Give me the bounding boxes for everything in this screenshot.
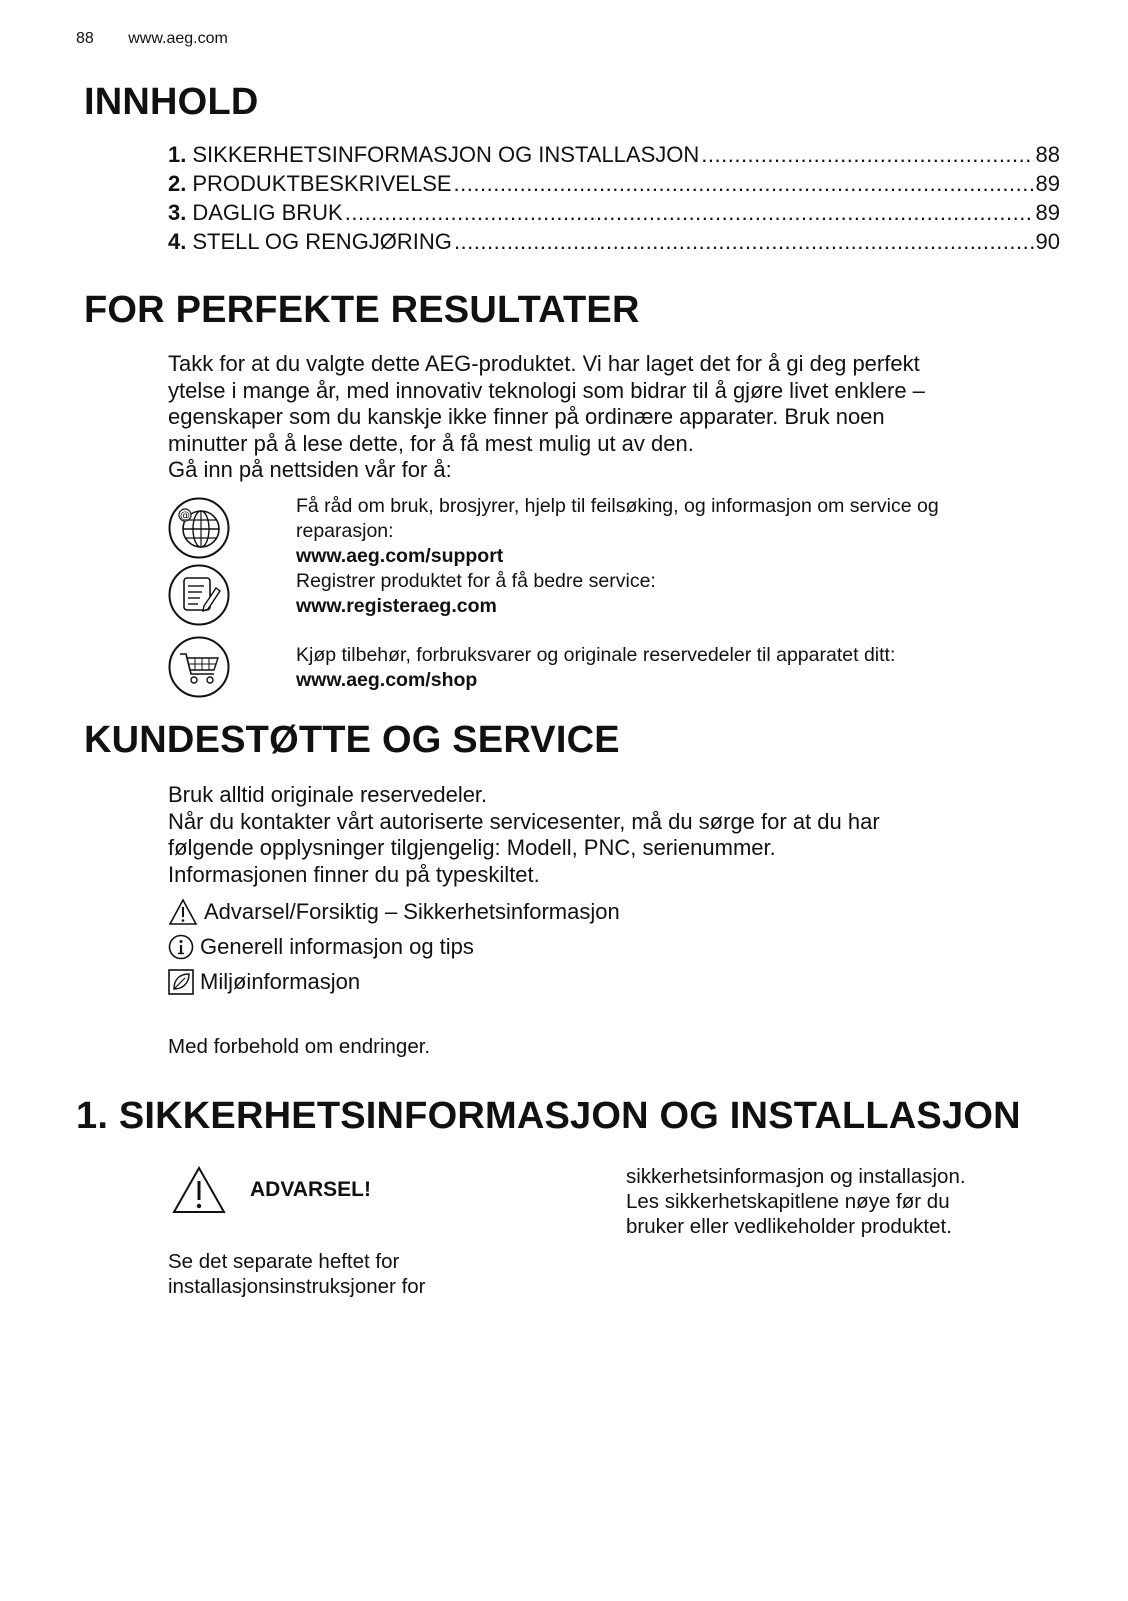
legend-label: Generell informasjon og tips	[200, 934, 474, 959]
info-icon	[168, 934, 194, 960]
safety-section-title: 1. SIKKERHETSINFORMASJON OG INSTALLASJON	[76, 1095, 1021, 1137]
perfect-intro	[168, 351, 1048, 484]
warning-label: ADVARSEL!	[250, 1178, 371, 1201]
register-icon	[168, 564, 230, 626]
warning-icon	[168, 898, 198, 926]
shop-link[interactable]: www.aeg.com/shop	[296, 669, 478, 691]
toc-item-label: SIKKERHETSINFORMASJON OG INSTALLASJON	[192, 142, 700, 167]
safety-right-line: Les sikkerhetskapitlene nøye før du	[626, 1190, 950, 1213]
toc-item-page: 88	[1035, 142, 1060, 167]
legend-label: Advarsel/Forsiktig – Sikkerhetsinformasjon	[204, 899, 620, 924]
safety-right-line: sikkerhetsinformasjon og installasjon.	[626, 1165, 966, 1188]
support-line: Når du kontakter vårt autoriserte servicesenter, må du sørge for at du har	[168, 808, 880, 834]
register-text: Registrer produktet for å få bedre service:	[296, 570, 656, 592]
intro-line: egenskaper som du kanskje ikke finner på ordinære apparater. Bruk noen	[168, 404, 885, 429]
intro-line: ytelse i mange år, med innovativ teknologi som bidrar til å gjøre livet enklere –	[168, 377, 925, 403]
toc-item[interactable]	[168, 142, 1060, 171]
perfect-results-title: FOR PERFEKTE RESULTATER	[84, 289, 640, 331]
legend-warning	[168, 898, 620, 926]
safety-right-column	[626, 1164, 966, 1239]
toc-item[interactable]	[168, 200, 1060, 229]
header-url[interactable]: www.aeg.com	[128, 30, 228, 47]
toc-item-page: 89	[1035, 200, 1060, 225]
support-line: Informasjonen finner du på typeskiltet.	[168, 861, 540, 887]
support-link-block	[296, 494, 1056, 619]
toc-leader-dots	[454, 171, 1034, 197]
support-text: Få råd om bruk, brosjyrer, hjelp til feilsøking, og informasjon om service og	[296, 495, 939, 517]
shop-link-block	[296, 643, 1056, 693]
cart-icon	[168, 636, 230, 698]
support-link[interactable]: www.aeg.com/support	[296, 545, 504, 567]
toc-item-page: 90	[1035, 229, 1060, 254]
legend-environment	[168, 969, 360, 995]
toc-item-number: 3.	[168, 200, 187, 225]
toc-leader-dots	[345, 200, 1034, 226]
safety-left-column	[168, 1249, 426, 1299]
toc-leader-dots	[454, 229, 1034, 255]
legend-info	[168, 934, 474, 960]
support-line: følgende opplysninger tilgjengelig: Modell, PNC, serienummer.	[168, 835, 776, 860]
toc-item-label: DAGLIG BRUK	[192, 200, 343, 225]
intro-line: minutter på å lese dette, for å få mest mulig ut av den.	[168, 430, 694, 456]
shop-text: Kjøp tilbehør, forbruksvarer og originale reservedeler til apparatet ditt:	[296, 644, 896, 666]
globe-icon	[168, 497, 230, 559]
page-header	[76, 30, 228, 48]
support-text: reparasjon:	[296, 520, 394, 542]
register-link[interactable]: www.registeraeg.com	[296, 595, 497, 617]
table-of-contents	[168, 142, 1060, 258]
toc-item-number: 2.	[168, 171, 187, 196]
safety-right-line: bruker eller vedlikeholder produktet.	[626, 1215, 952, 1238]
support-line: Bruk alltid originale reservedeler.	[168, 782, 488, 807]
safety-left-line: Se det separate heftet for	[168, 1250, 400, 1273]
support-title: KUNDESTØTTE OG SERVICE	[84, 719, 620, 761]
intro-line: Takk for at du valgte dette AEG-produktet. Vi har laget det for å gi deg perfekt	[168, 351, 920, 376]
toc-item[interactable]	[168, 171, 1060, 200]
support-text	[168, 782, 1048, 888]
safety-left-line: installasjonsinstruksjoner for	[168, 1275, 426, 1298]
changes-note: Med forbehold om endringer.	[168, 1035, 431, 1058]
warning-icon	[172, 1166, 226, 1214]
toc-item-label: STELL OG RENGJØRING	[192, 229, 452, 254]
toc-item-number: 4.	[168, 229, 187, 254]
leaf-icon	[168, 969, 194, 995]
intro-line: Gå inn på nettsiden vår for å:	[168, 457, 452, 482]
toc-item[interactable]	[168, 229, 1060, 258]
toc-item-label: PRODUKTBESKRIVELSE	[192, 171, 452, 196]
toc-title: INNHOLD	[84, 81, 259, 123]
legend-label: Miljøinformasjon	[200, 969, 361, 994]
page-number: 88	[76, 30, 94, 47]
toc-item-number: 1.	[168, 142, 187, 167]
toc-leader-dots	[701, 142, 1033, 168]
toc-item-page: 89	[1035, 171, 1060, 196]
svg-text:@: @	[180, 510, 190, 522]
